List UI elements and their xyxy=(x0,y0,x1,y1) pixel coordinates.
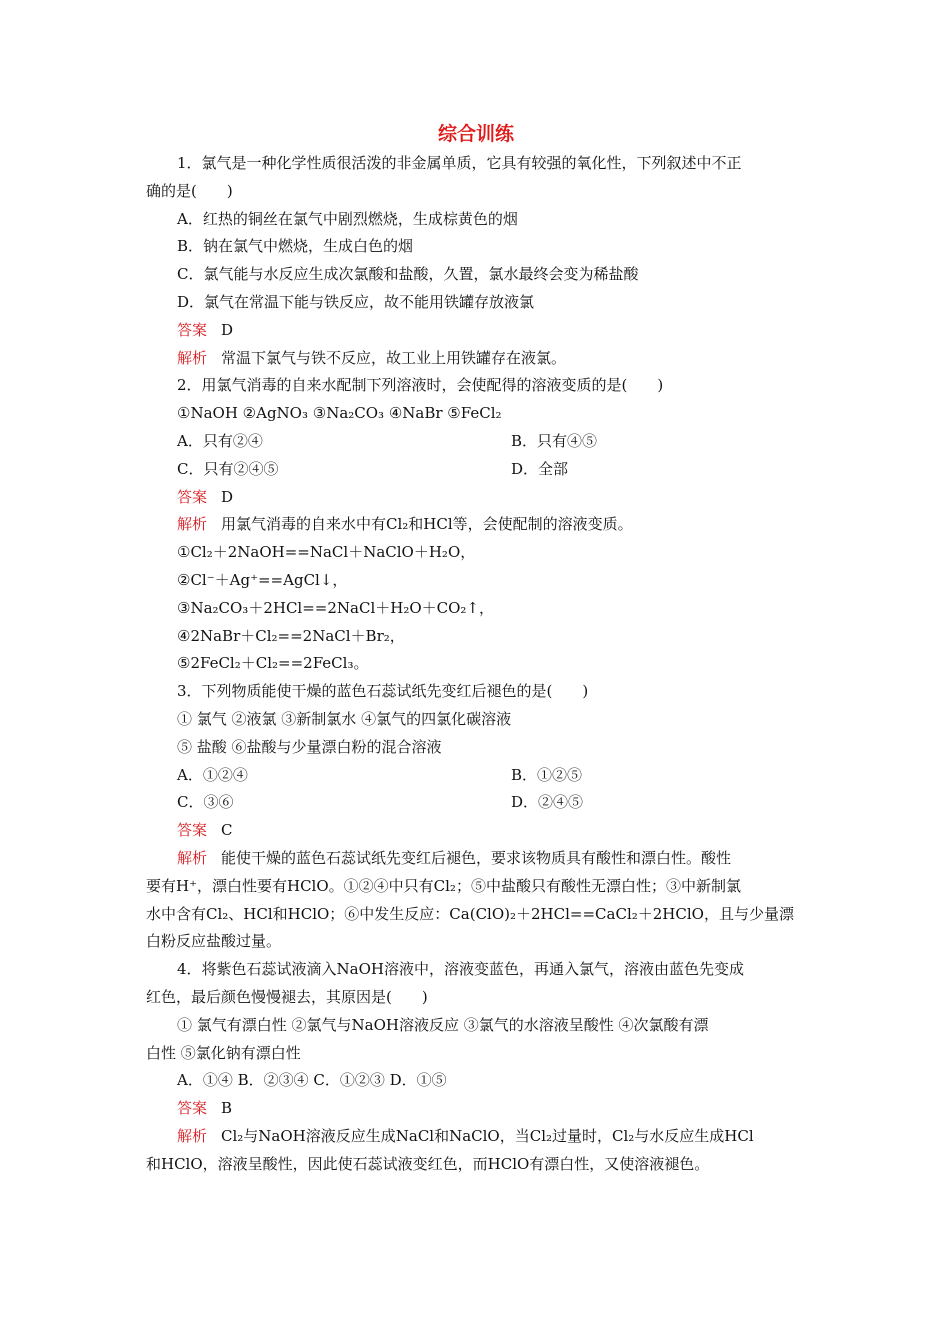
analysis-text: 常温下氯气与铁不反应，故工业上用铁罐存在液氯。 xyxy=(221,348,567,367)
answer-value: C xyxy=(221,821,233,840)
q2-analysis xyxy=(146,511,806,539)
q1-stem-line-2: 确的是( ) xyxy=(146,181,233,200)
page-title: 综合训练 xyxy=(437,123,514,145)
answer-label: 答案 xyxy=(177,320,208,339)
q3-analysis-line-1 xyxy=(146,845,806,873)
q2-option-a: A．只有②④ xyxy=(177,431,263,450)
q2-items: ①NaOH ②AgNO₃ ③Na₂CO₃ ④NaBr ⑤FeCl₂ xyxy=(177,404,502,423)
q3-analysis-line-2: 要有H⁺，漂白性要有HClO。①②④中只有Cl₂；⑤中盐酸只有酸性无漂白性；③中新制氯 xyxy=(146,876,741,895)
q3-options-row-1 xyxy=(146,762,806,790)
q1-option-a: A．红热的铜丝在氯气中剧烈燃烧，生成棕黄色的烟 xyxy=(177,209,518,228)
q1-option-b: B．钠在氯气中燃烧，生成白色的烟 xyxy=(177,237,414,256)
q2-option-b: B．只有④⑤ xyxy=(511,431,598,450)
q2-stem: 2．用氯气消毒的自来水配制下列溶液时，会使配得的溶液变质的是( ) xyxy=(177,376,664,395)
answer-value: D xyxy=(221,487,234,506)
answer-label: 答案 xyxy=(177,1099,208,1118)
q4-stem-line-2: 红色，最后颜色慢慢褪去，其原因是( ) xyxy=(146,987,428,1006)
analysis-label: 解析 xyxy=(177,848,208,867)
q3-stem: 3．下列物质能使干燥的蓝色石蕊试纸先变红后褪色的是( ) xyxy=(177,682,589,701)
q2-option-d: D．全部 xyxy=(511,459,569,478)
q3-answer xyxy=(146,817,806,845)
q3-analysis-line-3: 水中含有Cl₂、HCl和HClO；⑥中发生反应：Ca(ClO)₂＋2HCl==CaCl₂＋2HClO，且与少量漂 xyxy=(146,904,794,923)
q2-answer xyxy=(146,484,806,512)
q3-option-a: A．①②④ xyxy=(177,765,248,784)
q1-option-c: C．氯气能与水反应生成次氯酸和盐酸，久置，氯水最终会变为稀盐酸 xyxy=(177,265,639,284)
q1-answer xyxy=(146,317,806,345)
q3-items-line-2: ⑤ 盐酸 ⑥盐酸与少量漂白粉的混合溶液 xyxy=(177,737,442,756)
q3-items-line-1: ① 氯气 ②液氯 ③新制氯水 ④氯气的四氯化碳溶液 xyxy=(177,709,512,728)
q4-answer xyxy=(146,1095,806,1123)
q2-equation-5: ⑤2FeCl₂＋Cl₂==2FeCl₃。 xyxy=(177,654,369,673)
q3-analysis-line-4: 白粉反应盐酸过量。 xyxy=(146,932,282,951)
q1-option-d: D．氯气在常温下能与铁反应，故不能用铁罐存放液氯 xyxy=(177,292,535,311)
q2-option-c: C．只有②④⑤ xyxy=(177,459,279,478)
answer-label: 答案 xyxy=(177,487,208,506)
q4-items-line-2: 白性 ⑤氯化钠有漂白性 xyxy=(146,1043,301,1062)
answer-value: D xyxy=(221,320,234,339)
q2-options-row-2 xyxy=(146,456,806,484)
q4-analysis-line-2: 和HClO，溶液呈酸性，因此使石蕊试液变红色，而HClO有漂白性，又使溶液褪色。 xyxy=(146,1154,710,1173)
document-page xyxy=(146,120,806,1178)
analysis-label: 解析 xyxy=(177,348,208,367)
q3-options-row-2 xyxy=(146,789,806,817)
q4-analysis-line-1 xyxy=(146,1123,806,1151)
q2-equation-2: ②Cl⁻＋Ag⁺==AgCl↓， xyxy=(177,570,348,589)
q4-options: A．①④ B．②③④ C．①②③ D．①⑤ xyxy=(177,1071,447,1090)
q3-option-b: B．①②⑤ xyxy=(511,765,583,784)
q2-options-row-1 xyxy=(146,428,806,456)
analysis-label: 解析 xyxy=(177,1126,208,1145)
q1-stem-line-1: 1．氯气是一种化学性质很活泼的非金属单质，它具有较强的氧化性，下列叙述中不正 xyxy=(177,154,742,172)
answer-value: B xyxy=(221,1099,233,1118)
q4-items-line-1: ① 氯气有漂白性 ②氯气与NaOH溶液反应 ③氯气的水溶液呈酸性 ④次氯酸有漂 xyxy=(177,1015,709,1034)
q2-equation-1: ①Cl₂＋2NaOH==NaCl＋NaClO＋H₂O， xyxy=(177,543,476,562)
q4-stem-line-1: 4．将紫色石蕊试液滴入NaOH溶液中，溶液变蓝色，再通入氯气，溶液由蓝色先变成 xyxy=(177,960,744,979)
q2-equation-3: ③Na₂CO₃＋2HCl==2NaCl＋H₂O＋CO₂↑， xyxy=(177,598,494,617)
analysis-text: 用氯气消毒的自来水中有Cl₂和HCl等，会使配制的溶液变质。 xyxy=(221,515,633,534)
q3-option-d: D．②④⑤ xyxy=(511,793,584,812)
q2-equation-4: ④2NaBr＋Cl₂==2NaCl＋Br₂， xyxy=(177,626,405,645)
q1-analysis xyxy=(146,345,806,373)
q3-option-c: C．③⑥ xyxy=(177,793,234,812)
analysis-text: 能使干燥的蓝色石蕊试纸先变红后褪色，要求该物质具有酸性和漂白性。酸性 xyxy=(221,848,732,867)
analysis-text: Cl₂与NaOH溶液反应生成NaCl和NaClO，当Cl₂过量时，Cl₂与水反应生成HCl xyxy=(221,1126,754,1145)
answer-label: 答案 xyxy=(177,821,208,840)
analysis-label: 解析 xyxy=(177,515,208,534)
